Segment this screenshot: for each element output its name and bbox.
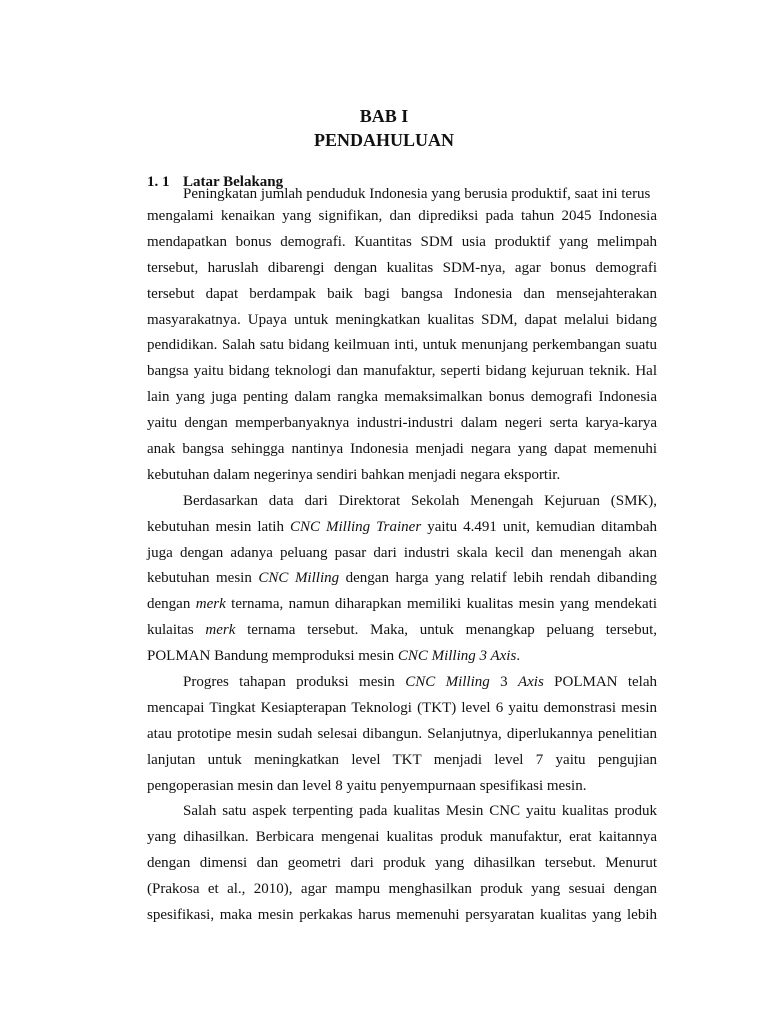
italic-term: merk: [205, 622, 236, 639]
body-line: [147, 385, 657, 411]
italic-term: CNC Milling Trainer: [289, 518, 422, 535]
body-line: [147, 308, 657, 334]
line-text: juga dengan adanya peluang pasar dari industri skala kecil dan menengah akan: [147, 544, 657, 561]
body-line: [147, 541, 657, 567]
body-line: [147, 437, 657, 463]
body-line: [147, 722, 657, 748]
line-text: kulaitas: [147, 622, 206, 639]
line-text: anak bangsa sehingga nantinya Indonesia menjadi negara yang dapat memenuhi: [147, 441, 657, 458]
section-title: Latar Belakang: [183, 174, 284, 190]
italic-term: CNC Milling: [258, 570, 340, 587]
line-text: kebutuhan mesin: [147, 570, 259, 587]
line-text: yaitu 4.491 unit, kemudian ditambah: [421, 518, 657, 535]
line-text: spesifikasi, maka mesin perkakas harus memenuhi persyaratan kualitas yang lebih: [147, 907, 657, 924]
body-line: [147, 359, 657, 385]
line-text: mencapai Tingkat Kesiapterapan Teknologi (TKT) level 6 yaitu demonstrasi mesin: [147, 699, 657, 716]
chapter-title: [0, 104, 768, 152]
line-text: masyarakatnya. Upaya untuk meningkatkan kualitas SDM, dapat melalui bidang: [147, 311, 657, 328]
line-text: Progres tahapan produksi mesin: [183, 674, 406, 691]
line-text: pendidikan. Salah satu bidang keilmuan inti, untuk menunjang perkembangan suatu: [147, 337, 657, 354]
line-text: 3: [489, 674, 518, 691]
italic-term: CNC Milling: [405, 674, 490, 691]
line-text: atau prototipe mesin sudah selesai dibangun. Selanjutnya, diperlukannya penelitian: [147, 725, 657, 742]
line-text: kebutuhan dalam negerinya sendiri bahkan menjadi negara eksportir.: [147, 466, 561, 483]
body-line: [147, 877, 657, 903]
body-line: [147, 256, 657, 282]
body-line: [147, 774, 657, 800]
body-line: [147, 851, 657, 877]
line-text: mengalami kenaikan yang signifikan, dan diprediksi pada tahun 2045 Indonesia: [147, 208, 657, 224]
line-text: lanjutan untuk meningkatkan level TKT menjadi level 7 yaitu pengujian: [147, 751, 657, 768]
body-line: [147, 230, 657, 256]
body-line: [147, 515, 657, 541]
line-text: Peningkatan jumlah penduduk Indonesia yang berusia produktif, saat ini terus: [183, 186, 651, 202]
chapter-number: BAB I: [359, 106, 409, 126]
line-text: mendapatkan bonus demografi. Kuantitas SDM usia produktif yang melimpah: [147, 233, 657, 250]
line-text: POLMAN Bandung memproduksi mesin: [147, 648, 398, 665]
body-line: [147, 799, 657, 825]
body-line: [147, 644, 657, 670]
body-paragraphs: [147, 184, 657, 929]
body-line: [147, 463, 657, 489]
body-line: [147, 592, 657, 618]
body-line: [147, 184, 657, 204]
body-line: [147, 411, 657, 437]
line-text: kebutuhan mesin latih: [147, 518, 290, 535]
line-text: .: [516, 648, 521, 665]
line-text: dengan harga yang relatif lebih rendah dibanding: [339, 570, 657, 587]
line-text: lain yang juga penting dalam rangka memaksimalkan bonus demografi Indonesia: [147, 389, 657, 406]
body-line: [147, 204, 657, 230]
line-text: dengan: [147, 596, 196, 613]
line-text: POLMAN telah: [543, 674, 658, 691]
line-text: ternama tersebut. Maka, untuk menangkap peluang tersebut,: [235, 622, 657, 639]
body-line: [147, 825, 657, 851]
italic-term: Axis: [517, 674, 544, 691]
italic-term: CNC Milling 3 Axis: [397, 648, 517, 665]
line-text: (Prakosa et al., 2010), agar mampu menghasilkan produk yang sesuai dengan: [147, 881, 657, 898]
body-line: [147, 696, 657, 722]
italic-term: merk: [195, 596, 226, 613]
line-text: yang dihasilkan. Berbicara mengenai kualitas produk manufaktur, erat kaitannya: [147, 829, 657, 846]
line-text: bangsa yaitu bidang teknologi dan manufaktur, seperti bidang kejuruan teknik. Hal: [147, 363, 657, 380]
line-text: ternama, namun diharapkan memiliki kualitas mesin yang mendekati: [225, 596, 657, 613]
line-text: tersebut dapat berdampak baik bagi bangsa Indonesia dan mensejahterakan: [147, 285, 657, 302]
body-line: [147, 903, 657, 929]
line-text: Salah satu aspek terpenting pada kualitas Mesin CNC yaitu kualitas produk: [183, 803, 657, 820]
body-line: [147, 489, 657, 515]
body-line: [147, 748, 657, 774]
line-text: Berdasarkan data dari Direktorat Sekolah Menengah Kejuruan (SMK),: [183, 492, 657, 509]
body-line: [147, 282, 657, 308]
section-number: 1. 1: [147, 174, 170, 190]
body-line: [147, 618, 657, 644]
line-text: yaitu dengan memperbanyaknya industri-industri dalam negeri serta karya-karya: [147, 415, 657, 432]
body-line: [147, 670, 657, 696]
line-text: dengan dimensi dan geometri dari produk yang dihasilkan tersebut. Menurut: [147, 855, 657, 872]
line-text: pengoperasian mesin dan level 8 yaitu penyempurnaan spesifikasi mesin.: [147, 777, 587, 794]
body-line: [147, 333, 657, 359]
line-text: tersebut, haruslah dibarengi dengan kualitas SDM-nya, agar bonus demografi: [147, 259, 657, 276]
chapter-name: PENDAHULUAN: [313, 130, 454, 150]
body-line: [147, 566, 657, 592]
